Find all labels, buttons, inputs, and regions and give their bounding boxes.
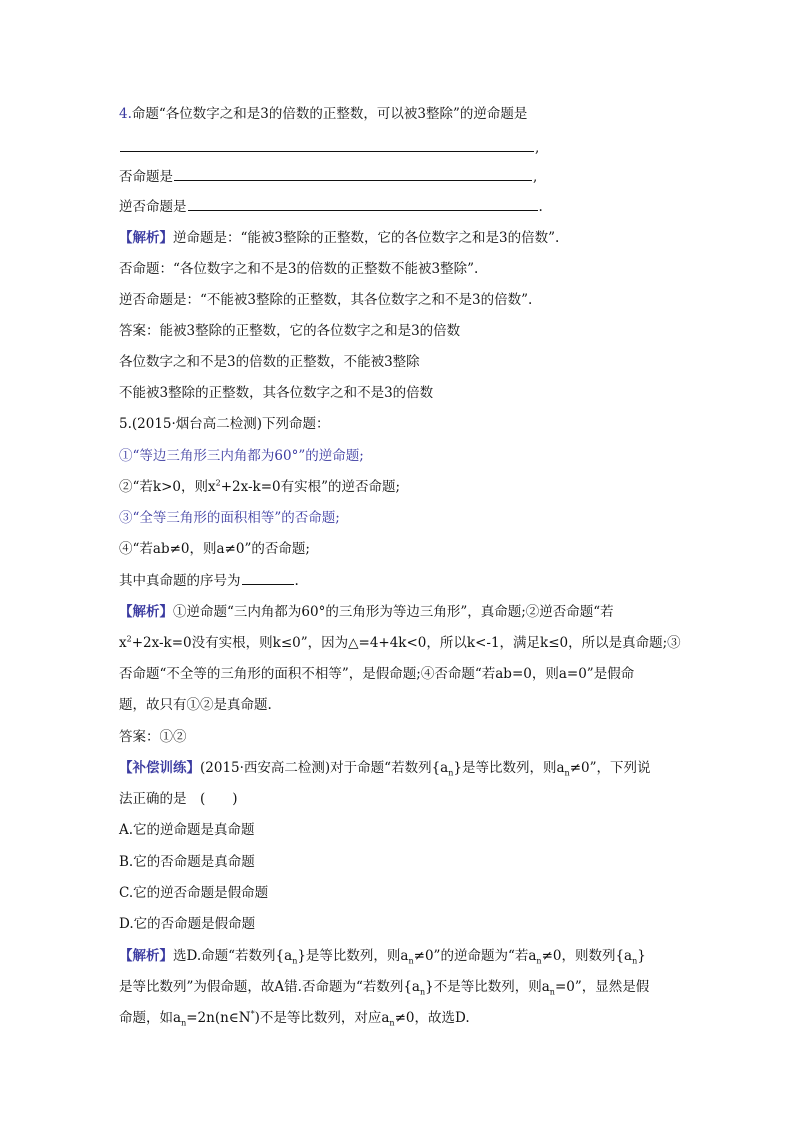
q4-answer-line-3: 不能被3整除的正整数，其各位数字之和不是3的倍数 [119,385,434,401]
subscript: n [181,1018,187,1028]
text: )不是等比数列，对应a [254,1010,390,1026]
text: }是等比数列，则a [453,760,565,776]
bonus-choice-d: D.它的否命题是假命题 [119,916,256,932]
bonus-analysis-line-1 [119,946,679,966]
punct: , [535,140,540,156]
text: }是等比数列，则a [297,948,409,964]
bonus-analysis-line-3 [119,1008,679,1028]
subscript: n [564,768,570,778]
q5-option-2 [119,477,679,497]
text: (2015·西安高二检测)对于命题“若数列{a [200,760,449,776]
q5-option-3: ③“全等三角形的面积相等”的否命题; [119,510,340,526]
bonus-stem-line-1 [119,758,679,778]
text: x [119,635,127,651]
subscript: n [389,1018,395,1028]
q5-analysis-line-4: 题，故只有①②是真命题. [119,697,272,713]
q5-option-4: ④“若ab≠0，则a≠0”的否命题; [119,541,310,557]
text: 是等比数列”为假命题，故A错.否命题为“若数列{a [119,979,420,995]
analysis-tag: 【解析】 [119,230,173,246]
negation-label: 否命题是 [119,169,173,185]
text: 命题，如a [119,1010,182,1026]
answer-blank-2[interactable] [174,166,532,181]
answer-blank-4[interactable] [242,570,294,585]
superscript: 2 [126,634,132,644]
superscript: 2 [215,478,221,488]
q4-answer-line-1: 答案：能被3整除的正整数，它的各位数字之和是3的倍数 [119,323,461,339]
text: 其中真命题的序号为 [119,573,241,589]
q5-question [119,570,679,591]
analysis-tag: 【解析】 [119,948,173,964]
punct: . [538,199,543,215]
text: 选D.命题“若数列{a [173,948,293,964]
text: =0”，显然是假 [554,979,650,995]
punct: , [533,169,538,185]
text: +2x-k=0有实根”的逆否命题; [220,479,401,495]
q5-analysis-line-2 [119,633,679,653]
text: ≠0”的逆命题为“若a [413,948,537,964]
q5-option-1: ①“等边三角形三内角都为60°”的逆命题; [119,448,364,464]
subscript: n [408,956,414,966]
q5-answer: 答案：①② [119,729,187,745]
subscript: n [632,956,638,966]
subscript: n [536,956,542,966]
q4-analysis-line-2: 否命题：“各位数字之和不是3的倍数的正整数不能被3整除”. [119,261,479,277]
bonus-analysis-line-2 [119,977,679,997]
q5-stem: 5.(2015·烟台高二检测)下列命题： [119,416,330,432]
answer-blank-3[interactable] [188,196,538,211]
subscript: n [419,987,426,997]
q4-stem [119,104,679,124]
analysis-tag: 【解析】 [119,604,173,620]
subscript: n [448,768,454,778]
bonus-choice-a: A.它的逆命题是真命题 [119,822,255,838]
bonus-choice-b: B.它的否命题是真命题 [119,854,255,870]
q4-blank-negation [119,166,679,187]
analysis-text: ①逆命题“三内角都为60°的三角形为等边三角形”，真命题;②逆否命题“若 [173,604,614,620]
bonus-stem-line-2: 法正确的是 ( ) [119,791,238,807]
text: ≠0，故选D. [394,1010,470,1026]
q4-blank-converse [119,137,679,158]
q4-number: 4. [119,106,132,122]
contrapositive-label: 逆否命题是 [119,199,187,215]
answer-blank-1[interactable] [120,137,534,152]
text: }不是等比数列，则a [425,979,550,995]
punct: . [294,573,299,589]
q4-answer-line-2: 各位数字之和不是3的倍数的正整数，不能被3整除 [119,354,420,370]
text: +2x-k=0没有实根，则k≤0”，因为△=4+4k<0，所以k<-1，满足k≤0，所以是真命题;③ [131,635,681,651]
analysis-text: 逆命题是：“能被3整除的正整数，它的各位数字之和是3的倍数”. [173,230,560,246]
bonus-choice-c: C.它的逆否命题是假命题 [119,885,269,901]
q5-analysis-line-3: 否命题“不全等的三角形的面积不相等”，是假命题;④否命题“若ab=0，则a=0”是假命 [119,666,635,682]
text: ≠0”，下列说 [569,760,651,776]
q5-analysis-line-1 [119,602,679,622]
subscript: n [549,987,555,997]
text: =2n(n∈N [186,1010,251,1026]
q4-blank-contrapositive [119,196,679,217]
q4-analysis-line-3: 逆否命题是：“不能被3整除的正整数，其各位数字之和不是3的倍数”. [119,292,533,308]
superscript: * [250,1009,255,1019]
subscript: n [292,956,298,966]
q4-stem-text: 命题“各位数字之和是3的倍数的正整数，可以被3整除”的逆命题是 [131,106,528,122]
text: } [637,948,646,964]
bonus-tag: 【补偿训练】 [119,760,200,776]
text: ②“若k>0，则x [119,479,216,495]
text: ≠0，则数列{a [541,948,633,964]
q4-analysis-line-1 [119,228,679,248]
